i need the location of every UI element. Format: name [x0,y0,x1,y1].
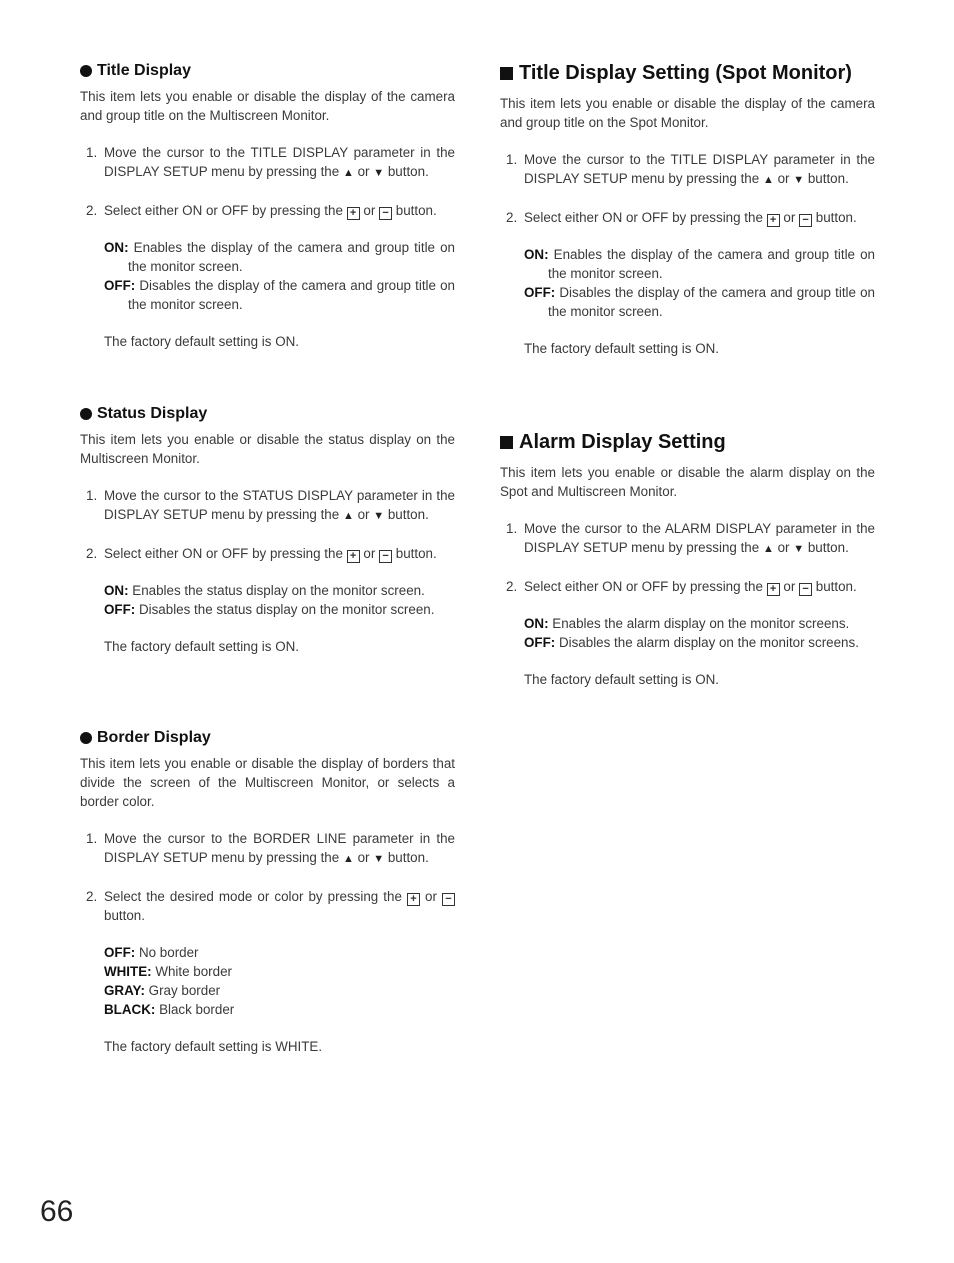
option-off: OFF: Disables the display of the camera and group title on the monitor screen. [104,278,455,312]
step-1: 1. Move the cursor to the TITLE DISPLAY parameter in the DISPLAY SETUP menu by pressing the ▲ or ▼ button. [86,145,455,179]
page-number: 66 [40,1195,74,1228]
title-display-intro: This item lets you enable or disable the display of the camera and group title on the Multiscreen Monitor. [80,89,455,123]
options-list [80,581,455,619]
option-on: ON: Enables the display of the camera and group title on the monitor screen. [524,247,875,281]
up-arrow-icon: ▲ [762,543,774,555]
square-bullet-icon [500,436,513,449]
up-arrow-icon: ▲ [342,167,354,179]
options-list [80,238,455,314]
status-display-section [80,404,455,656]
option-off: OFF: Disables the alarm display on the monitor screens. [524,635,859,650]
border-display-intro: This item lets you enable or disable the display of borders that divide the screen of the Multiscreen Monitor, or selects a border color. [80,756,455,809]
down-arrow-icon: ▼ [373,510,385,522]
status-display-heading: Status Display [80,404,455,424]
step-2: 2. Select either ON or OFF by pressing the + or − button. [506,210,857,226]
alarm-heading: Alarm Display Setting [500,429,875,455]
plus-button-icon: + [767,583,780,596]
step-2: 2. Select either ON or OFF by pressing the + or − button. [86,203,437,219]
plus-button-icon: + [767,214,780,227]
step-2: 2. Select either ON or OFF by pressing the + or − button. [86,546,437,562]
alarm-section [500,429,875,689]
option-gray: GRAY: Gray border [104,983,221,998]
default-setting: The factory default setting is WHITE. [104,1039,323,1054]
step-1: 1. Move the cursor to the ALARM DISPLAY parameter in the DISPLAY SETUP menu by pressing the ▲ or ▼ button. [506,521,875,555]
option-off: OFF: Disables the display of the camera and group title on the monitor screen. [524,285,875,319]
options-list [80,943,455,1019]
down-arrow-icon: ▼ [793,543,805,555]
bullet-icon [80,732,92,744]
title-spot-heading: Title Display Setting (Spot Monitor) [500,60,875,86]
options-list [500,245,875,321]
down-arrow-icon: ▼ [373,853,385,865]
minus-button-icon: − [379,550,392,563]
step-2: 2. Select either ON or OFF by pressing the + or − button. [506,579,857,595]
default-setting: The factory default setting is ON. [524,672,719,687]
minus-button-icon: − [799,583,812,596]
border-display-section [80,728,455,1056]
option-on: ON: Enables the alarm display on the monitor screens. [524,616,850,631]
alarm-intro: This item lets you enable or disable the alarm display on the Spot and Multiscreen Monitor. [500,465,875,499]
option-off: OFF: Disables the status display on the monitor screen. [104,602,435,617]
up-arrow-icon: ▲ [342,853,354,865]
up-arrow-icon: ▲ [342,510,354,522]
bullet-icon [80,408,92,420]
default-setting: The factory default setting is ON. [104,639,299,654]
down-arrow-icon: ▼ [373,167,385,179]
minus-button-icon: − [442,893,455,906]
step-1: 1. Move the cursor to the STATUS DISPLAY parameter in the DISPLAY SETUP menu by pressing the ▲ or ▼ button. [86,488,455,522]
options-list [500,614,875,652]
title-spot-section [500,60,875,358]
minus-button-icon: − [799,214,812,227]
square-bullet-icon [500,67,513,80]
plus-button-icon: + [407,893,420,906]
option-on: ON: Enables the display of the camera and group title on the monitor screen. [104,240,455,274]
title-display-heading: Title Display [80,61,455,81]
down-arrow-icon: ▼ [793,174,805,186]
title-spot-intro: This item lets you enable or disable the display of the camera and group title on the Spot Monitor. [500,96,875,130]
default-setting: The factory default setting is ON. [104,334,299,349]
option-off: OFF: No border [104,945,199,960]
option-on: ON: Enables the status display on the monitor screen. [104,583,425,598]
title-display-section [80,61,455,351]
default-setting: The factory default setting is ON. [524,341,719,356]
step-2: 2. Select the desired mode or color by pressing the + or − button. [80,887,455,925]
bullet-icon [80,65,92,77]
up-arrow-icon: ▲ [762,174,774,186]
status-display-intro: This item lets you enable or disable the status display on the Multiscreen Monitor. [80,432,455,466]
step-1: 1. Move the cursor to the BORDER LINE parameter in the DISPLAY SETUP menu by pressing the ▲ or ▼ button. [86,831,455,865]
step-1: 1. Move the cursor to the TITLE DISPLAY parameter in the DISPLAY SETUP menu by pressing the ▲ or ▼ button. [506,152,875,186]
plus-button-icon: + [347,207,360,220]
option-black: BLACK: Black border [104,1002,235,1017]
minus-button-icon: − [379,207,392,220]
border-display-heading: Border Display [80,728,455,748]
plus-button-icon: + [347,550,360,563]
option-white: WHITE: White border [104,964,232,979]
